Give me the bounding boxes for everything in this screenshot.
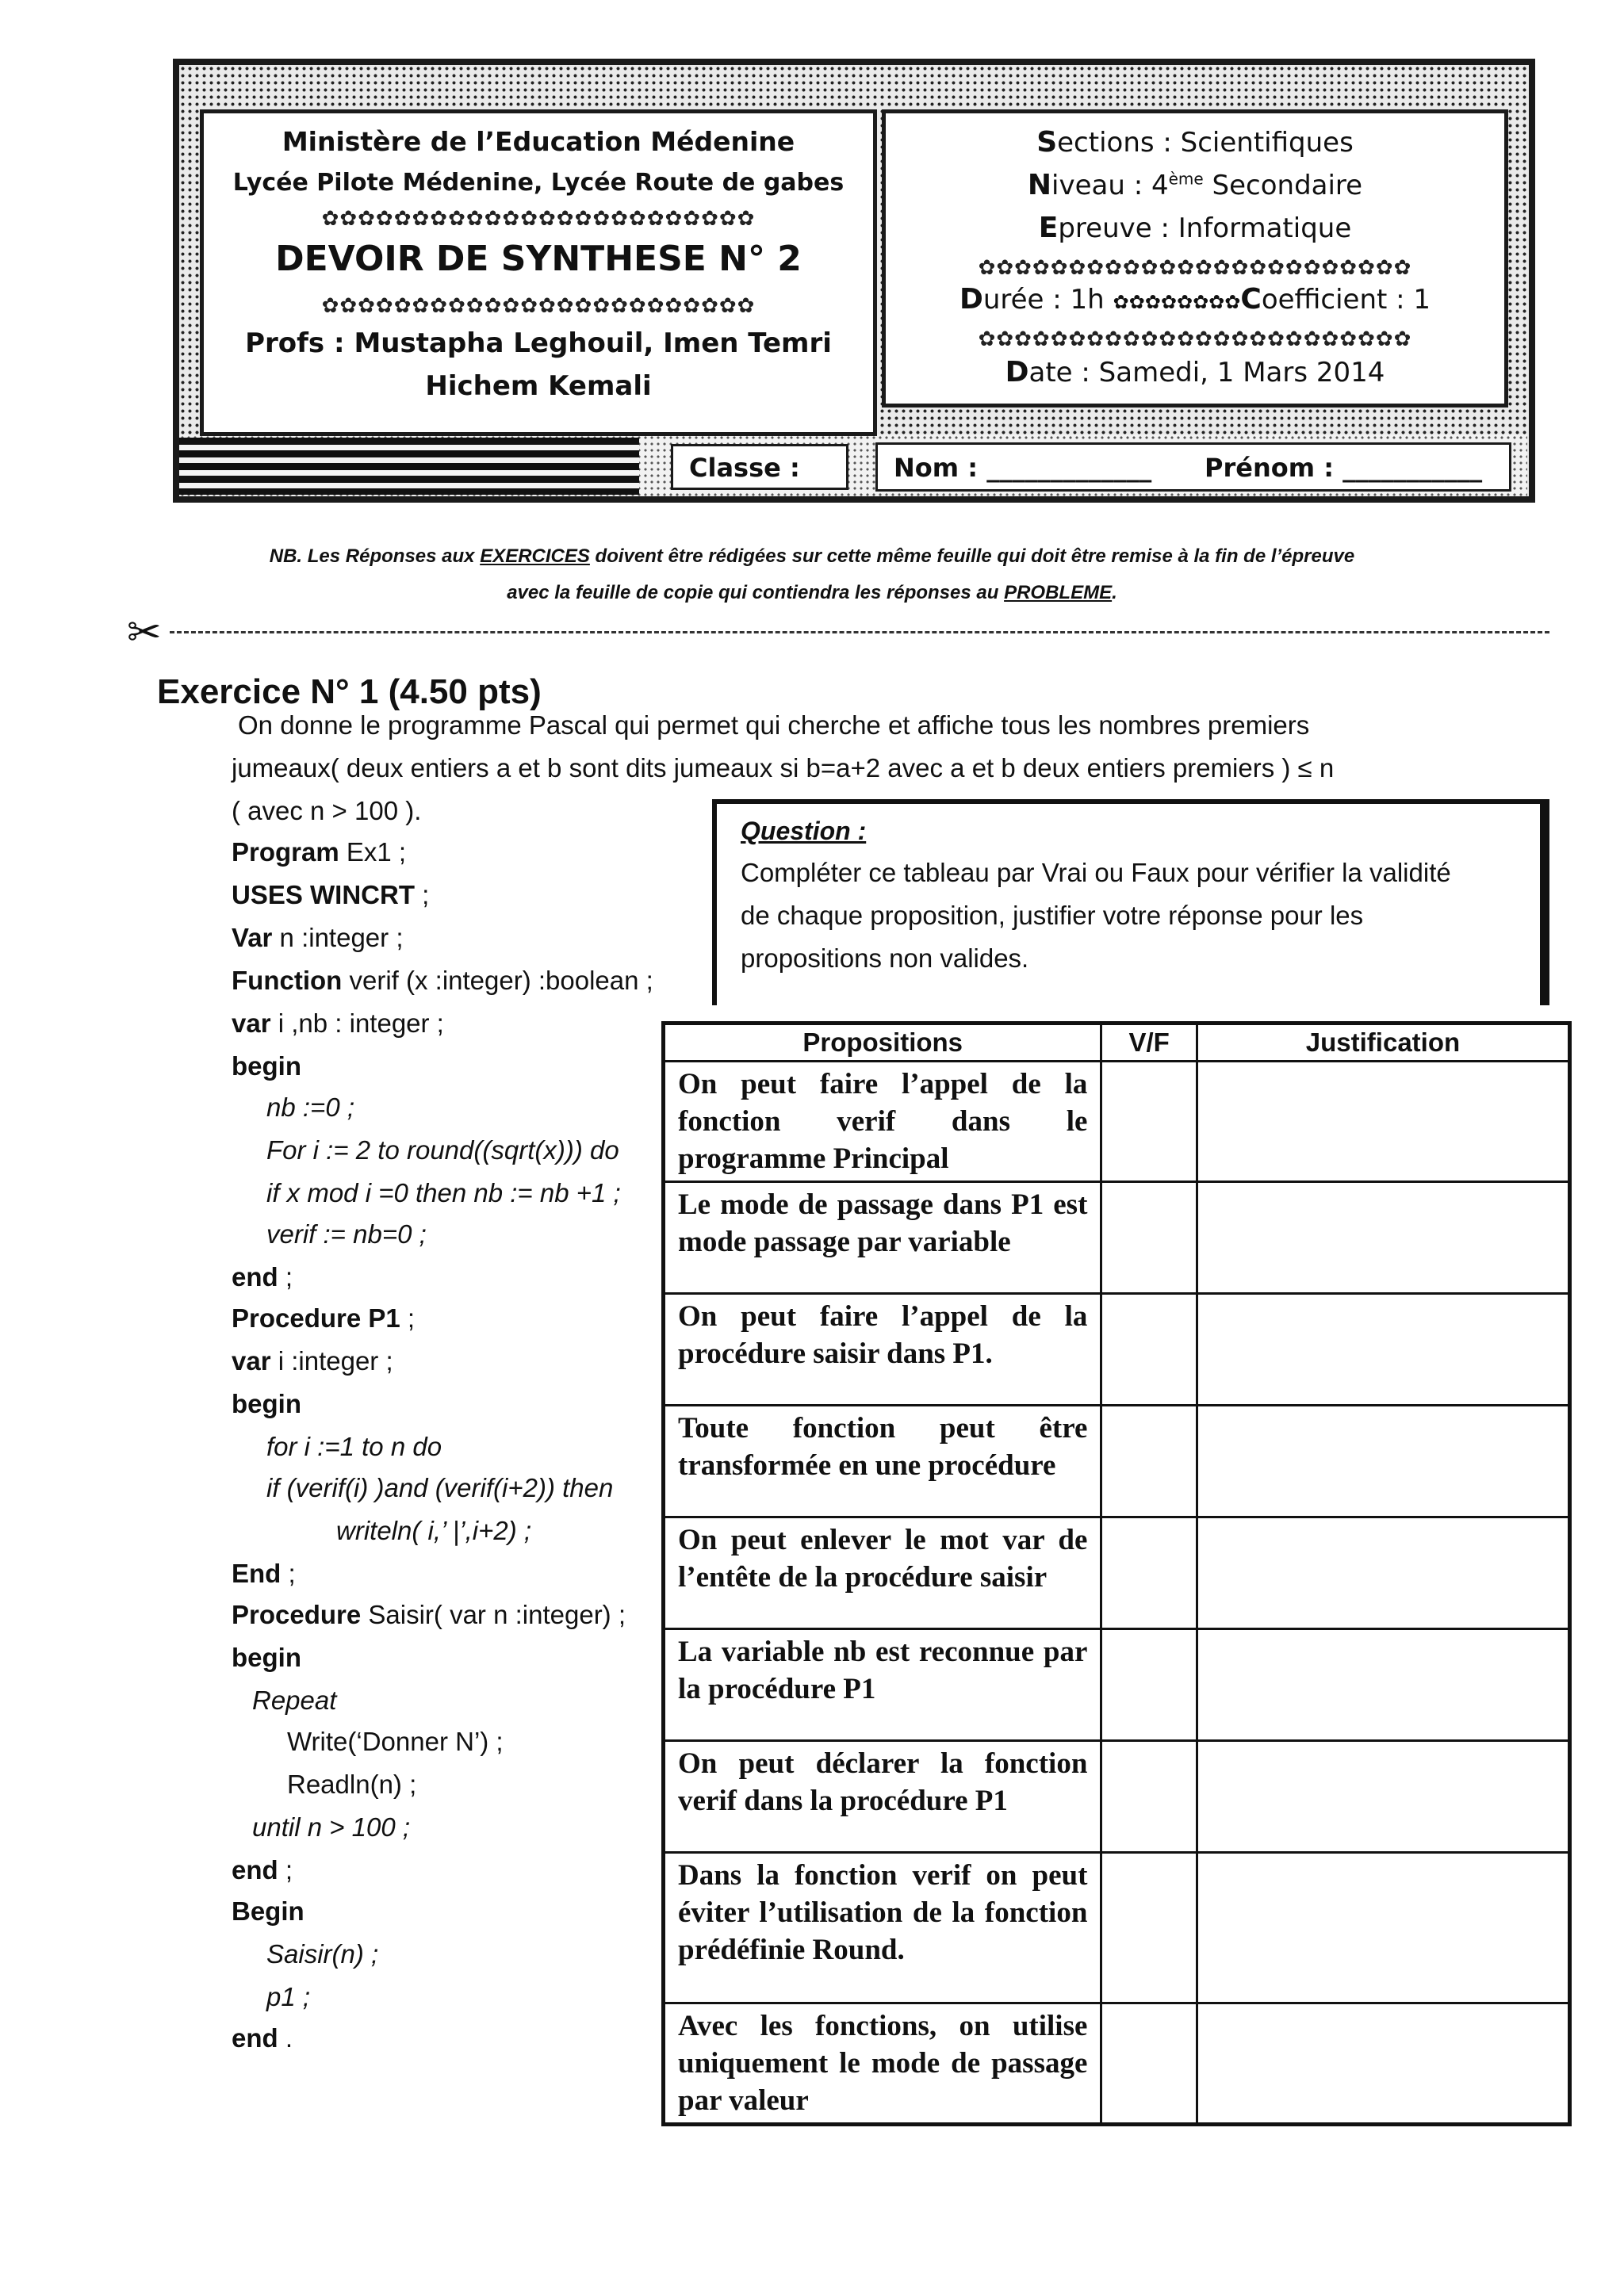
name-field[interactable] bbox=[875, 442, 1511, 492]
ornament-divider: ✿✿✿✿✿✿✿✿✿✿✿✿✿✿✿✿✿✿✿✿✿✿✿✿ bbox=[978, 256, 1412, 280]
question-title: Question : bbox=[741, 817, 867, 845]
proposition-cell: Toute fonction peut être transformée en une procédure bbox=[664, 1406, 1101, 1517]
code-line: begin bbox=[232, 1051, 301, 1081]
epreuve-line: Epreuve : Informatique bbox=[1038, 212, 1352, 244]
code-line: Procedure P1 ; bbox=[232, 1303, 416, 1333]
classe-field[interactable] bbox=[671, 444, 848, 490]
vf-cell[interactable] bbox=[1101, 1517, 1197, 1629]
code-line: writeln( i,’ |’,i+2) ; bbox=[336, 1516, 532, 1545]
justification-cell[interactable] bbox=[1197, 1853, 1569, 2003]
header-school-box bbox=[200, 109, 877, 436]
table-row bbox=[664, 1517, 1570, 1629]
proposition-cell: On peut déclarer la fonction verif dans la procédure P1 bbox=[664, 1741, 1101, 1853]
ornament-divider: ✿✿✿✿✿✿✿✿✿✿✿✿✿✿✿✿✿✿✿✿✿✿✿✿ bbox=[321, 207, 756, 231]
proposition-cell: On peut faire l’appel de la procédure saisir dans P1. bbox=[664, 1294, 1101, 1406]
code-line: for i :=1 to n do bbox=[266, 1432, 442, 1461]
table-row bbox=[664, 1741, 1570, 1853]
proposition-cell: La variable nb est reconnue par la procédure P1 bbox=[664, 1629, 1101, 1741]
scissors-icon: ✂ bbox=[127, 610, 162, 656]
code-line: var i :integer ; bbox=[232, 1346, 393, 1376]
header-exam-info-box bbox=[882, 109, 1508, 408]
code-line: verif := nb=0 ; bbox=[266, 1219, 427, 1249]
table-row bbox=[664, 1294, 1570, 1406]
proposition-cell: Le mode de passage dans P1 est mode passage par variable bbox=[664, 1182, 1101, 1294]
cut-line bbox=[170, 631, 1549, 633]
vf-cell[interactable] bbox=[1101, 1741, 1197, 1853]
sections-line: Sections : Scientifiques bbox=[1036, 126, 1354, 159]
intro-line-2: jumeaux( deux entiers a et b sont dits jumeaux si b=a+2 avec a et b deux entiers premiers ) ≤ n bbox=[232, 753, 1335, 783]
question-line-1: Compléter ce tableau par Vrai ou Faux pour vérifier la validité bbox=[741, 858, 1451, 887]
code-line: begin bbox=[232, 1643, 301, 1672]
intro-line-3: ( avec n > 100 ). bbox=[232, 796, 422, 825]
ornament-divider: ✿✿✿✿✿✿✿✿✿✿✿✿✿✿✿✿✿✿✿✿✿✿✿✿ bbox=[978, 327, 1412, 351]
classe-label: Classe : bbox=[689, 453, 800, 483]
propositions-table bbox=[661, 1021, 1572, 2126]
vf-cell[interactable] bbox=[1101, 1294, 1197, 1406]
code-line: Var n :integer ; bbox=[232, 923, 404, 952]
code-line: For i := 2 to round((sqrt(x))) do bbox=[266, 1135, 619, 1165]
justification-cell[interactable] bbox=[1197, 1182, 1569, 1294]
table-row bbox=[664, 1406, 1570, 1517]
exercise-title: Exercice N° 1 (4.50 pts) bbox=[157, 672, 542, 711]
table-row bbox=[664, 1062, 1570, 1182]
code-line: if x mod i =0 then nb := nb +1 ; bbox=[266, 1178, 621, 1207]
code-line: Saisir(n) ; bbox=[266, 1939, 379, 1969]
intro-line-1: On donne le programme Pascal qui permet qui cherche et affiche tous les nombres premiers bbox=[238, 710, 1310, 740]
code-line: begin bbox=[232, 1389, 301, 1418]
justification-cell[interactable] bbox=[1197, 1741, 1569, 1853]
exam-title: DEVOIR DE SYNTHESE N° 2 bbox=[275, 239, 802, 279]
vf-cell[interactable] bbox=[1101, 1062, 1197, 1182]
vf-cell[interactable] bbox=[1101, 1629, 1197, 1741]
justification-cell[interactable] bbox=[1197, 2003, 1569, 2125]
code-line: Repeat bbox=[252, 1686, 337, 1715]
niveau-line: Niveau : 4ème Secondaire bbox=[1027, 169, 1363, 201]
code-line: p1 ; bbox=[266, 1982, 311, 2011]
prenom-label: Prénom : ___________ bbox=[1205, 453, 1483, 483]
ornament-divider: ✿✿✿✿✿✿✿✿✿✿✿✿✿✿✿✿✿✿✿✿✿✿✿✿ bbox=[321, 294, 756, 318]
ministry-name: Ministère de l’Education Médenine bbox=[282, 126, 795, 157]
teachers: Profs : Mustapha Leghouil, Imen Temri bbox=[245, 327, 832, 359]
teachers-2: Hichem Kemali bbox=[425, 370, 652, 402]
duree-coef-line: Durée : 1h ✿✿✿✿✿✿✿✿Coefficient : 1 bbox=[959, 283, 1431, 316]
code-line: Begin bbox=[232, 1896, 304, 1926]
proposition-cell: Avec les fonctions, on utilise uniquement le mode de passage par valeur bbox=[664, 2003, 1101, 2125]
code-line: if (verif(i) )and (verif(i+2)) then bbox=[266, 1473, 614, 1502]
nb-line-2: avec la feuille de copie qui contiendra les réponses au PROBLEME. bbox=[507, 582, 1117, 603]
vf-cell[interactable] bbox=[1101, 1406, 1197, 1517]
code-line: End ; bbox=[232, 1559, 296, 1588]
proposition-cell: Dans la fonction verif on peut éviter l’utilisation de la fonction prédéfinie Round. bbox=[664, 1853, 1101, 2003]
proposition-cell: On peut enlever le mot var de l’entête de la procédure saisir bbox=[664, 1517, 1101, 1629]
code-line: var i ,nb : integer ; bbox=[232, 1008, 444, 1038]
table-row bbox=[664, 1629, 1570, 1741]
table-row bbox=[664, 1853, 1570, 2003]
code-line: Procedure Saisir( var n :integer) ; bbox=[232, 1600, 626, 1629]
nom-label: Nom : _____________ bbox=[894, 453, 1152, 483]
code-line: end ; bbox=[232, 1855, 293, 1885]
code-line: USES WINCRT ; bbox=[232, 880, 430, 909]
col-header-justification: Justification bbox=[1197, 1024, 1569, 1062]
proposition-cell: On peut faire l’appel de la fonction verif dans le programme Principal bbox=[664, 1062, 1101, 1182]
code-line: Readln(n) ; bbox=[287, 1770, 417, 1799]
code-line: until n > 100 ; bbox=[252, 1812, 411, 1842]
code-line: Write(‘Donner N’) ; bbox=[287, 1727, 504, 1756]
code-line: end . bbox=[232, 2023, 293, 2053]
vf-cell[interactable] bbox=[1101, 2003, 1197, 2125]
code-line: nb :=0 ; bbox=[266, 1093, 355, 1122]
justification-cell[interactable] bbox=[1197, 1294, 1569, 1406]
question-line-2: de chaque proposition, justifier votre réponse pour les bbox=[741, 901, 1364, 930]
justification-cell[interactable] bbox=[1197, 1406, 1569, 1517]
lycee-names: Lycée Pilote Médenine, Lycée Route de gabes bbox=[232, 169, 845, 197]
col-header-propositions: Propositions bbox=[664, 1024, 1101, 1062]
header-stripes bbox=[179, 438, 639, 495]
code-line: Function verif (x :integer) :boolean ; bbox=[232, 966, 653, 995]
nb-line-1: NB. Les Réponses aux EXERCICES doivent être rédigées sur cette même feuille qui doit être remise à la fin de l’épreuve bbox=[269, 545, 1355, 567]
vf-cell[interactable] bbox=[1101, 1853, 1197, 2003]
code-line: end ; bbox=[232, 1262, 293, 1292]
table-row bbox=[664, 2003, 1570, 2125]
code-line: Program Ex1 ; bbox=[232, 837, 407, 867]
vf-cell[interactable] bbox=[1101, 1182, 1197, 1294]
justification-cell[interactable] bbox=[1197, 1517, 1569, 1629]
question-line-3: propositions non valides. bbox=[741, 943, 1029, 973]
col-header-vf: V/F bbox=[1101, 1024, 1197, 1062]
justification-cell[interactable] bbox=[1197, 1629, 1569, 1741]
date-line: Date : Samedi, 1 Mars 2014 bbox=[1005, 356, 1385, 388]
justification-cell[interactable] bbox=[1197, 1062, 1569, 1182]
table-row bbox=[664, 1182, 1570, 1294]
